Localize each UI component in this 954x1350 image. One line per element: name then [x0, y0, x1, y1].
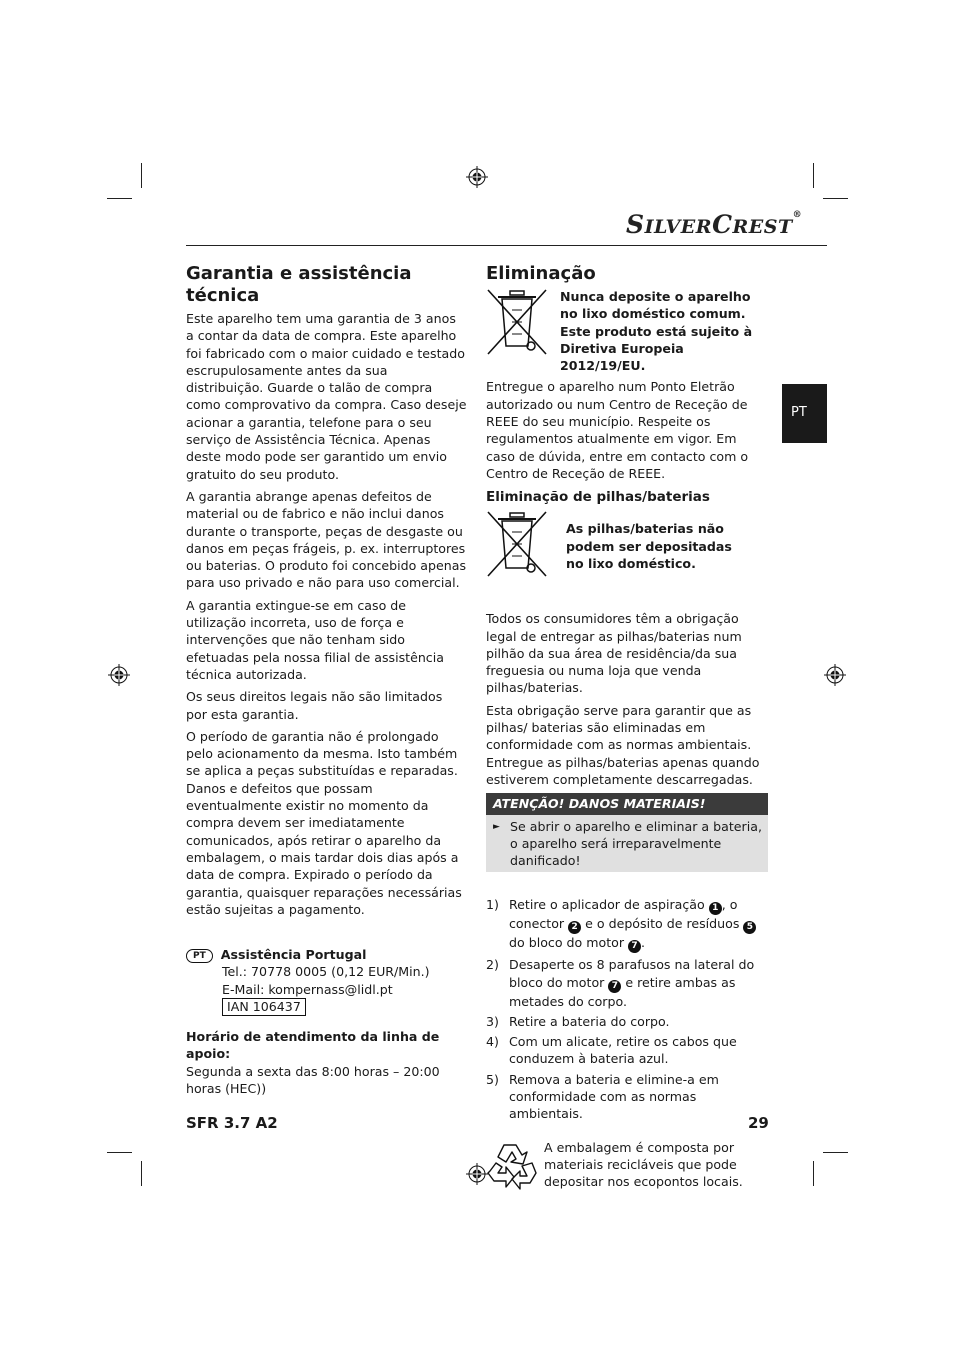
crop-mark	[141, 1161, 142, 1186]
brand-logo: SILVERCREST®	[626, 210, 803, 239]
service-name: Assistência Portugal	[220, 947, 367, 963]
warning-text: Se abrir o aparelho e eliminar a bateria, o aparelho será irreparavelmente danificado!	[510, 819, 762, 869]
paragraph: A garantia abrange apenas defeitos de material ou de fabrico e não inclui danos durante o transporte, peças de desgaste ou danos em peças frágeis, p. ex. interruptores ou baterias. O produto foi concebido apenas para uso privado e não para uso comercial.	[186, 488, 467, 591]
steps-list	[486, 896, 768, 1122]
crop-mark	[141, 163, 142, 188]
list-item: 5) Remova a bateria e elimine-a em conformidade com as normas ambientais.	[486, 1071, 719, 1122]
right-column	[486, 263, 768, 1193]
part-number-badge: 1	[709, 902, 722, 915]
weee-warning: Nunca deposite o aparelho no lixo doméstico comum. Este produto está sujeito à Diretiva Europeia 2012/19/EU.	[560, 289, 753, 374]
crossed-bin-icon	[486, 510, 548, 578]
page-number: 29	[748, 1114, 769, 1132]
paragraph: Todos os consumidores têm a obrigação legal de entregar as pilhas/baterias num pilhão da sua área de residência/da sua freguesia ou numa loja que venda pilhas/baterias.	[486, 611, 742, 696]
crop-mark	[107, 198, 132, 199]
recycle-icon	[486, 1141, 538, 1191]
warning-title: ATENÇÃO! DANOS MATERIAIS!	[486, 793, 768, 815]
model-number: SFR 3.7 A2	[186, 1114, 278, 1132]
hours-text: Segunda a sexta das 8:00 horas – 20:00 horas (HEC))	[186, 1063, 440, 1096]
paragraph: Os seus direitos legais não são limitados por esta garantia.	[186, 689, 443, 722]
section-title-batteries: Eliminação de pilhas/baterias	[486, 489, 710, 506]
batteries-warning: As pilhas/baterias não podem ser depositadas no lixo doméstico.	[566, 521, 732, 571]
registration-mark-icon	[108, 664, 130, 686]
part-number-badge: 7	[608, 980, 621, 993]
paragraph: Esta obrigação serve para garantir que as pilhas/ baterias são eliminadas em conformidade com as normas ambientais. Entregue as pilhas/baterias apenas quando estiverem completamente descarregadas.	[486, 702, 760, 787]
ian-box: IAN 106437	[222, 998, 306, 1016]
service-tel: Tel.: 70778 0005 (0,12 EUR/Min.)	[222, 964, 430, 980]
part-number-badge: 5	[743, 921, 756, 934]
language-tab: PT	[782, 384, 827, 443]
packaging-text: A embalagem é composta por materiais recicláveis que pode depositar nos ecopontos locais.	[544, 1139, 743, 1190]
part-number-badge: 2	[568, 921, 581, 934]
crop-mark	[813, 163, 814, 188]
crop-mark	[823, 198, 848, 199]
service-email: E-Mail: kompernass@lidl.pt	[222, 981, 393, 997]
registration-mark-icon	[466, 1163, 488, 1185]
list-item: 1) Retire o aplicador de aspiração 1 , o conector 2 e o depósito de resíduos 5 do bloco do motor 7 .	[486, 896, 768, 953]
paragraph: Entregue o aparelho num Ponto Eletrão autorizado ou num Centro de Receção de REEE do seu município. Respeite os regulamentos atualmente em vigor. Em caso de dúvida, entre em contacto com o Centro de Receção de REEE.	[486, 379, 749, 481]
arrow-icon: ►	[493, 822, 500, 833]
paragraph: Este aparelho tem uma garantia de 3 anos a contar da data de compra. Este aparelho foi fabricado com o maior cuidado e testado escrupulosamente antes da sua distribuição. Guarde o talão de compra como comprovativo da compra. Caso deseje acionar a garantia, telefone para o seu serviço de Assistência Técnica. Apenas deste modo pode ser garantido um envio gratuito do seu produto.	[186, 311, 467, 482]
paragraph: A garantia extingue-se em caso de utilização incorreta, uso de força e intervenções que não tenham sido efetuadas pela nossa filial de assistência técnica autorizada.	[186, 597, 444, 682]
crossed-bin-icon	[486, 288, 548, 356]
registration-mark-icon	[466, 166, 488, 188]
list-item: 3) Retire a bateria do corpo.	[486, 1013, 670, 1029]
crop-mark	[813, 1161, 814, 1186]
warning-box	[486, 793, 768, 872]
list-item: 2) Desaperte os 8 parafusos na lateral do bloco do motor 7 e retire ambas as metades do corpo.	[486, 957, 755, 1009]
hours-title: Horário de atendimento da linha de apoio:	[186, 1028, 440, 1062]
header-rule	[186, 245, 827, 246]
list-item: 4) Com um alicate, retire os cabos que conduzem à bateria azul.	[486, 1034, 737, 1067]
crop-mark	[107, 1152, 132, 1153]
service-block	[186, 946, 467, 1016]
crop-mark	[823, 1152, 848, 1153]
country-badge: PT	[186, 949, 213, 963]
paragraph: O período de garantia não é prolongado pelo acionamento da mesma. Isto também se aplica a peças substituídas e reparadas. Danos e defeitos que possam eventualmente existir no momento da compra devem ser imediatamente comunicados, após retirar o aparelho da embalagem, o mais tardar dois dias após a data de compra. Expirado o período da garantia, quaisquer reparações necessárias estão sujeitas a pagamento.	[186, 728, 462, 917]
section-title-warranty: Garantia e assistência técnica	[186, 263, 412, 306]
part-number-badge: 7	[628, 940, 641, 953]
registration-mark-icon	[824, 664, 846, 686]
section-title-disposal: Eliminação	[486, 263, 596, 284]
left-column	[186, 263, 467, 1097]
